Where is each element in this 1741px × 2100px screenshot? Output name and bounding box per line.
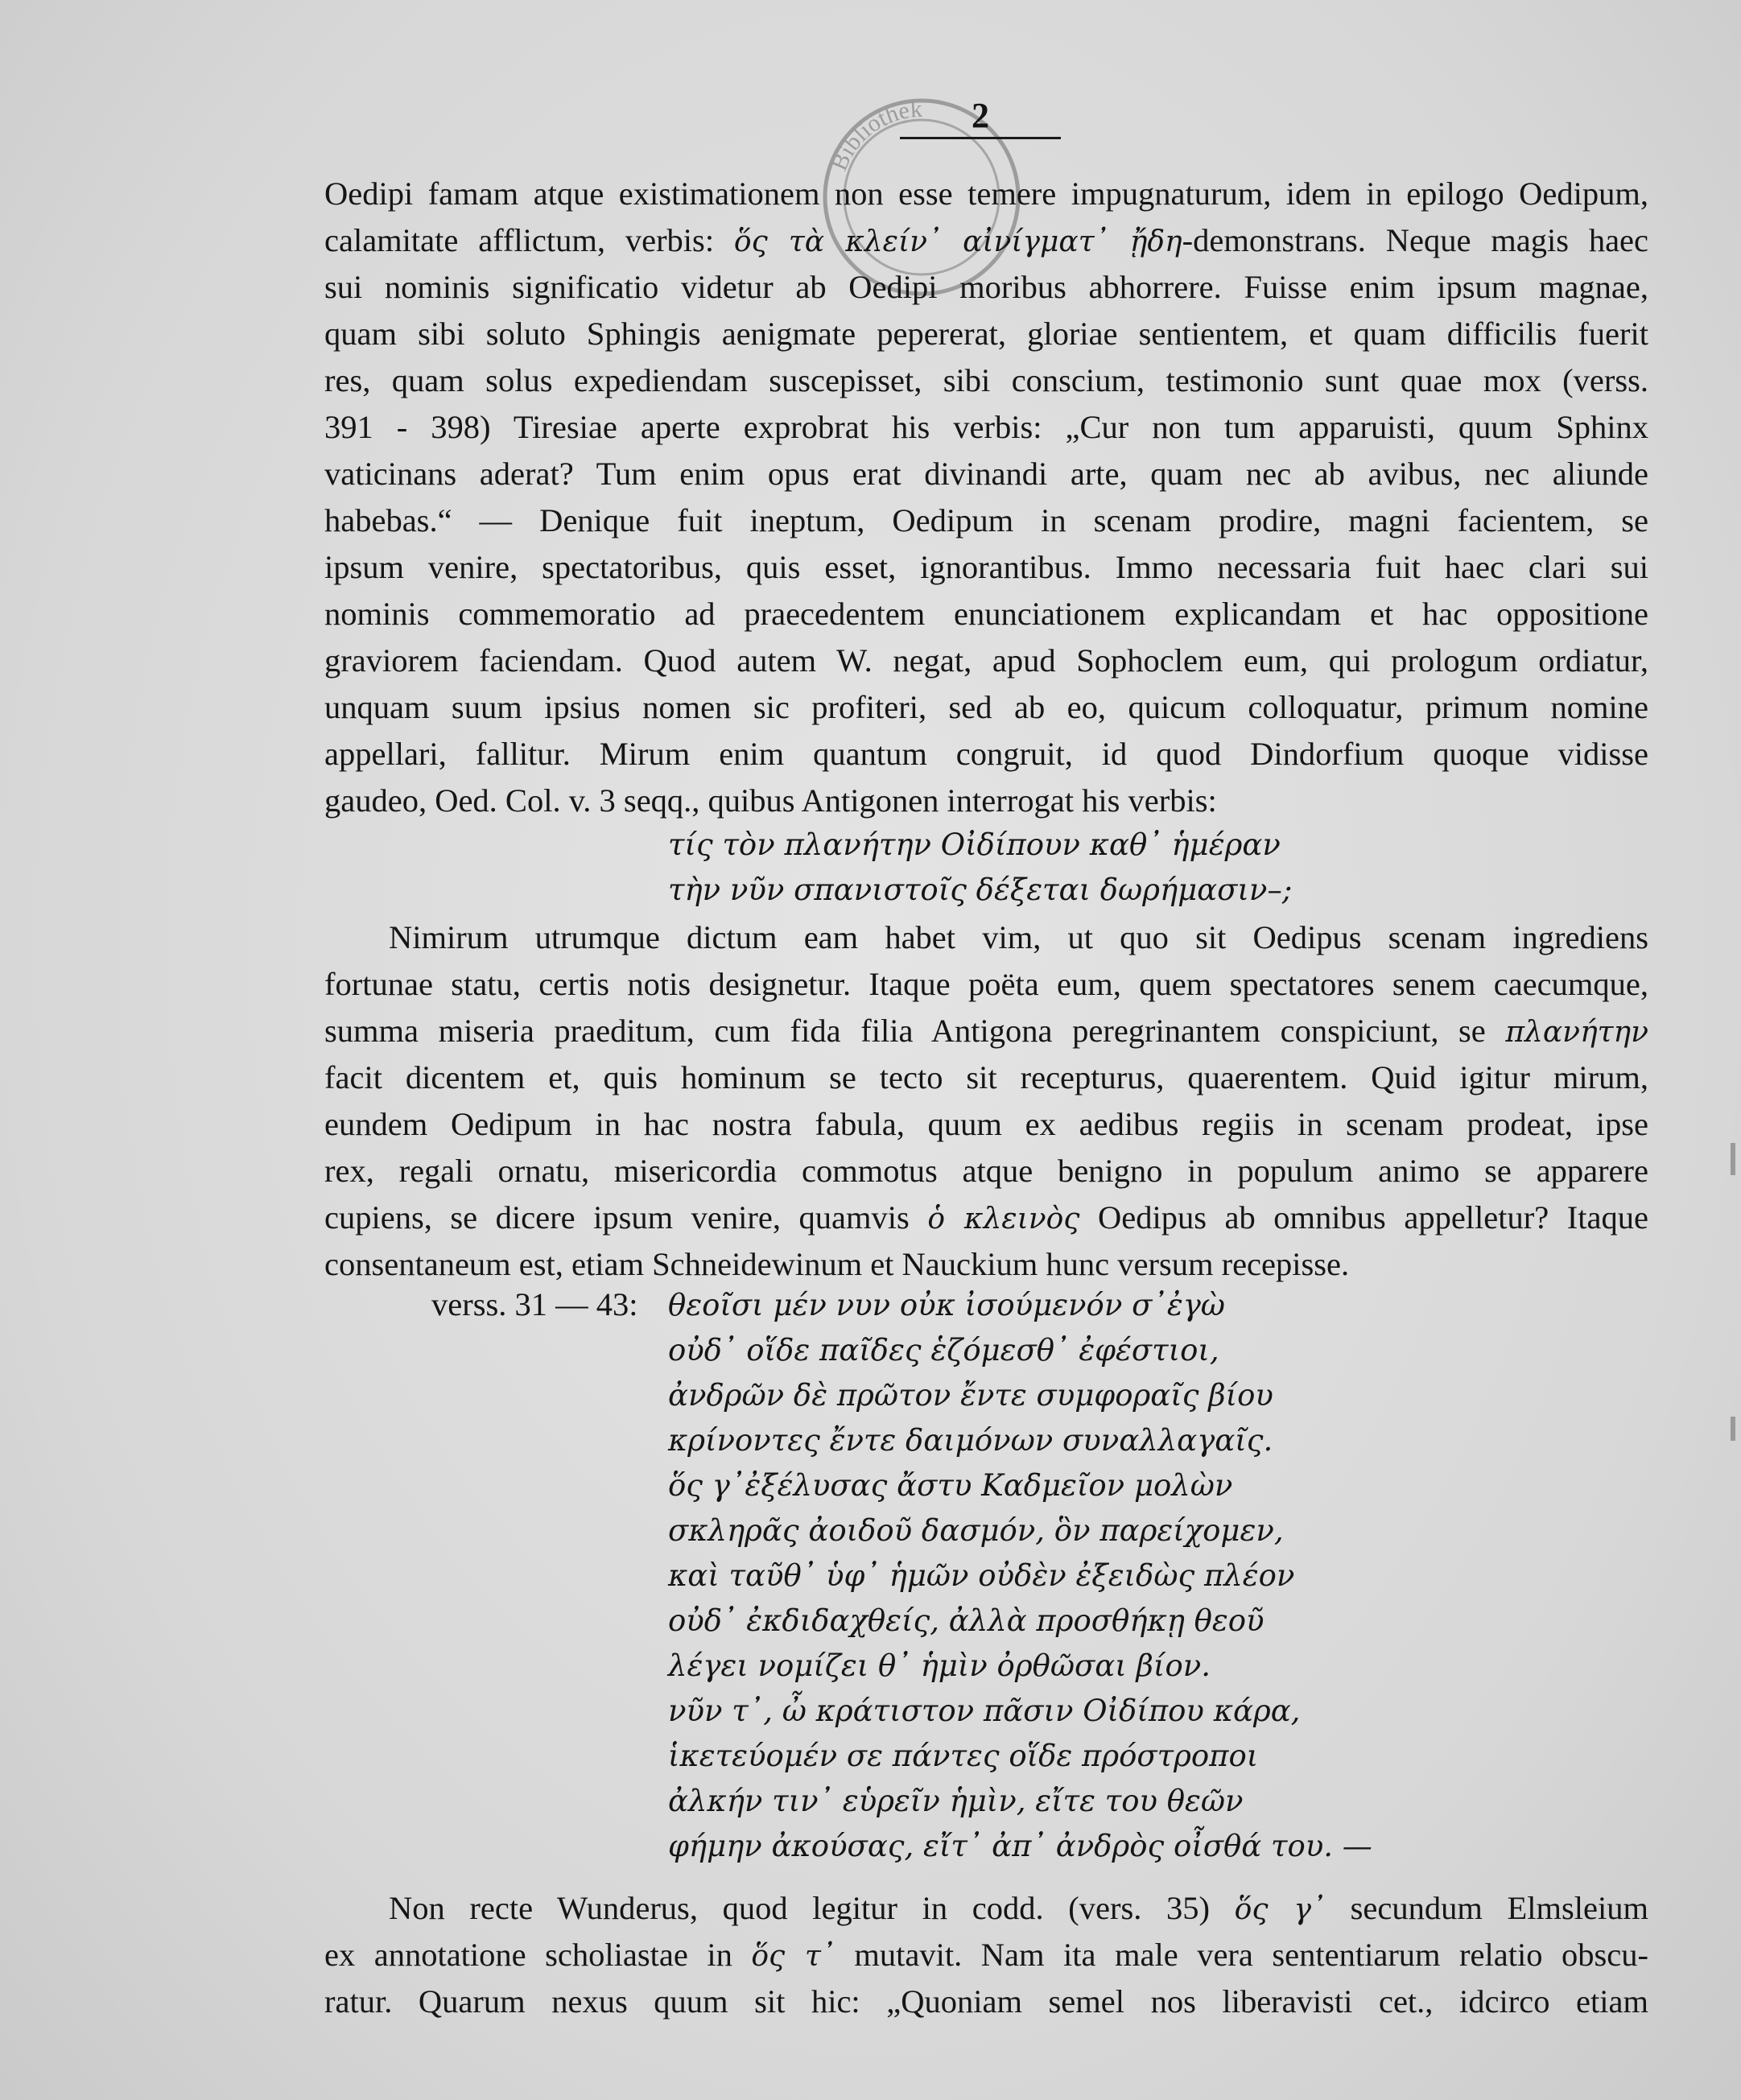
text-line: calamitate afflictum, verbis: ὅς τὰ κλείν᾽ αἰνίγματ᾽ ᾔδη-demonstrans. Neque magis haec [324, 222, 1648, 258]
text-line: ratur. Quarum nexus quum sit hic: „Quoniam semel nos liberavisti cet., idcirco etiam [324, 1983, 1648, 2020]
text-line: quam sibi soluto Sphingis aenigmate pepererat, gloriae sentientem, et quam difficilis fuerit [324, 316, 1648, 352]
verse-line: λέγει νομίζει θ᾽ ἡμὶν ὀρθῶσαι βίον. [668, 1648, 1211, 1683]
verse-line: οὐδ᾽ ἐκδιδαχθείς, ἀλλὰ προσθήκῃ θεοῦ [668, 1603, 1264, 1638]
text-line: eundem Oedipum in hac nostra fabula, quum ex aedibus regiis in scenam prodeat, ipse [324, 1106, 1648, 1142]
verse-range-label: verss. 31 — 43: [431, 1286, 638, 1322]
text-line: 391 - 398) Tiresiae aperte exprobrat his verbis: „Cur non tum apparuisti, quum Sphinx [324, 409, 1648, 445]
text-line: gaudeo, Oed. Col. v. 3 seqq., quibus Antigonen interrogat his verbis: [324, 782, 1217, 819]
text-line: Nimirum utrumque dictum eam habet vim, ut quo sit Oedipus scenam ingrediens [389, 919, 1648, 955]
verse-line: ἱκετεύομέν σε πάντες οἵδε πρόστροποι [668, 1739, 1259, 1773]
paragraph-2 [324, 914, 1648, 1288]
verse-line: κρίνοντες ἔντε δαιμόνων συναλλαγαῖς. [668, 1423, 1273, 1458]
verse-line: οὐδ᾽ οἵδε παῖδες ἑζόμεσθ᾽ ἐφέστιοι, [668, 1333, 1219, 1368]
text-line: rex, regali ornatu, misericordia commotus atque benigno in populum animo se apparere [324, 1153, 1648, 1189]
greek-verses [668, 1283, 1372, 1869]
verse-line: καὶ ταῦθ᾽ ὑφ᾽ ἡμῶν οὐδὲν ἐξειδὼς πλέον [668, 1558, 1295, 1593]
verse-line: ἀλκήν τιν᾽ εὑρεῖν ἡμὶν, εἴτε του θεῶν [668, 1784, 1244, 1818]
text-line: Non recte Wunderus, quod legitur in codd. (vers. 35) ὅς γ᾽ secundum Elmsleium [389, 1890, 1649, 1926]
paragraph-3 [324, 1885, 1648, 2025]
quote-line: τὴν νῦν σπανιστοῖς δέξεται δωρήμασιν–; [668, 873, 1293, 907]
margin-mark [1731, 1143, 1735, 1175]
verse-line: φήμην ἀκούσας, εἴτ᾽ ἀπ᾽ ἀνδρὸς οἶσθά του. — [668, 1829, 1372, 1863]
greek-quotation [668, 823, 1292, 913]
page-number-rule [900, 137, 1061, 139]
verse-line: θεοῖσι μέν νυν οὐκ ἰσούμενόν σ᾽ἐγὼ [668, 1288, 1225, 1322]
text-line: consentaneum est, etiam Schneidewinum et Nauckium hunc versum recepisse. [324, 1246, 1350, 1282]
text-line: vaticinans aderat? Tum enim opus erat divinandi arte, quam nec ab avibus, nec aliunde [324, 456, 1648, 492]
paragraph-1 [324, 171, 1648, 824]
stamp-text: Bibliothek [825, 95, 923, 175]
text-line: sui nominis significatio videtur ab Oedipi moribus abhorrere. Fuisse enim ipsum magnae, [324, 269, 1648, 305]
text-line: nominis commemoratio ad praecedentem enunciationem explicandam et hac oppositione [324, 596, 1648, 632]
verse-line: σκληρᾶς ἀοιδοῦ δασμόν, ὃν παρείχομεν, [668, 1513, 1284, 1548]
text-line: ipsum venire, spectatoribus, quis esset, ignorantibus. Immo necessaria fuit haec clari sui [324, 549, 1648, 585]
text-line: Oedipi famam atque existimationem non esse temere impugnaturum, idem in epilogo Oedipum, [324, 175, 1648, 212]
text-line: cupiens, se dicere ipsum venire, quamvis ὁ κλεινὸς Oedipus ab omnibus appelletur? Itaque [324, 1199, 1648, 1236]
quote-line: τίς τὸν πλανήτην Οἰδίπουν καθ᾽ ἡμέραν [668, 827, 1281, 862]
text-line: fortunae statu, certis notis designetur. Itaque poëta eum, quem spectatores senem caecumque, [324, 966, 1648, 1002]
page-number: 2 [972, 96, 989, 135]
text-line: summa miseria praeditum, cum fida filia Antigona peregrinantem conspiciunt, se πλανήτην [324, 1013, 1648, 1049]
text-line: habebas.“ — Denique fuit ineptum, Oedipum in scenam prodire, magni facientem, se [324, 502, 1648, 538]
text-line: res, quam solus expediendam suscepisset, sibi conscium, testimonio sunt quae mox (verss. [324, 362, 1648, 398]
verse-line: νῦν τ᾽, ὦ κράτιστον πᾶσιν Οἰδίπου κάρα, [668, 1694, 1301, 1728]
text-line: unquam suum ipsius nomen sic profiteri, sed ab eo, quicum colloquatur, primum nomine [324, 689, 1648, 725]
text-line: ex annotatione scholiastae in ὅς τ᾽ mutavit. Nam ita male vera sententiarum relatio obscu- [324, 1937, 1648, 1973]
verse-line: ἀνδρῶν δὲ πρῶτον ἔντε συμφοραῖς βίου [668, 1378, 1273, 1413]
text-line: appellari, fallitur. Mirum enim quantum congruit, id quod Dindorfium quoque vidisse [324, 736, 1648, 772]
text-line: facit dicentem et, quis hominum se tecto sit recepturus, quaerentem. Quid igitur mirum, [324, 1059, 1648, 1095]
margin-mark [1731, 1417, 1735, 1441]
text-line: graviorem faciendam. Quod autem W. negat, apud Sophoclem eum, qui prologum ordiatur, [324, 642, 1648, 679]
verse-line: ὅς γ᾽ἐξέλυσας ἄστυ Καδμεῖον μολὼν [668, 1468, 1233, 1503]
